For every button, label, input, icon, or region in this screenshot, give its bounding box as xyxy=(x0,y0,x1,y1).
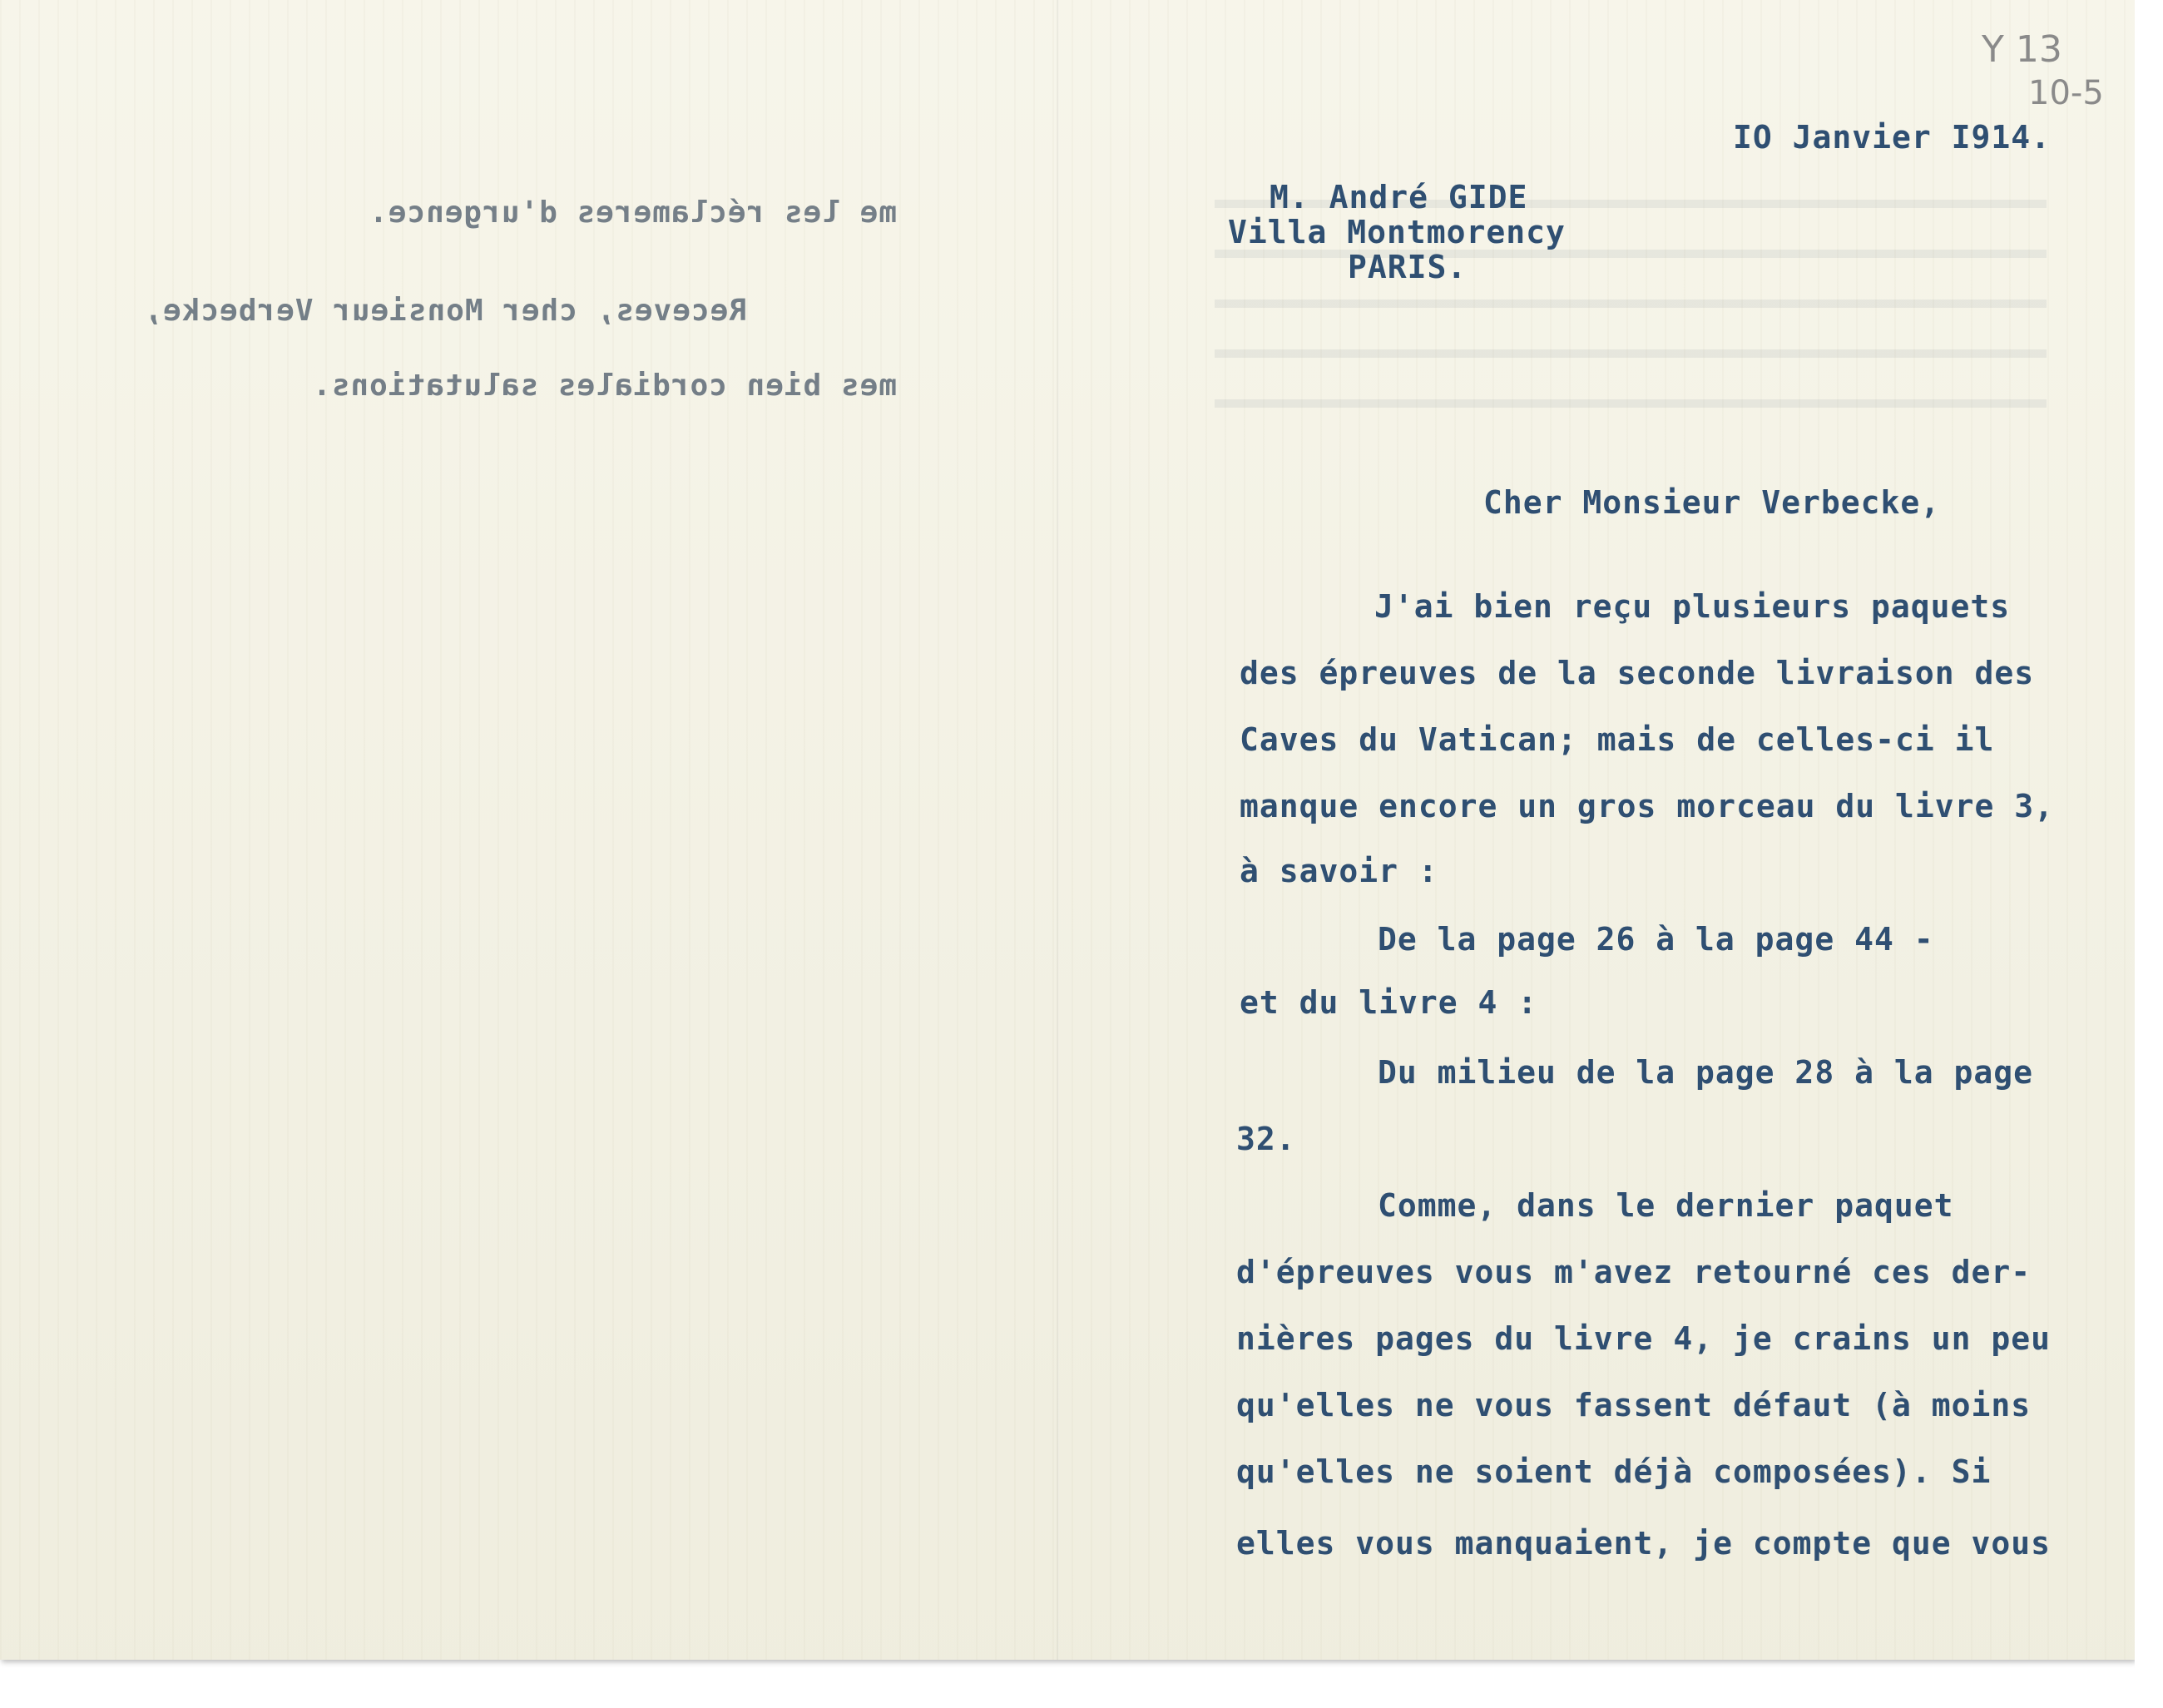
pencil-note-top: Y 13 xyxy=(1982,28,2062,71)
body-line: à savoir : xyxy=(1240,853,1438,889)
page-fold xyxy=(1057,0,1059,1660)
mirrored-line-1: me les réclameres d'urgence. xyxy=(369,196,897,230)
recipient-line-3: PARIS. xyxy=(1348,249,1468,285)
body-line: des épreuves de la seconde livraison des xyxy=(1240,655,2035,691)
body-line: 32. xyxy=(1236,1121,1296,1157)
body-line: manque encore un gros morceau du livre 3, xyxy=(1240,788,2054,824)
body-line: Caves du Vatican; mais de celles-ci il xyxy=(1240,721,1995,758)
letter-date: IO Janvier I914. xyxy=(1733,119,2052,156)
body-line: De la page 26 à la page 44 - xyxy=(1378,921,1934,958)
body-line: J'ai bien reçu plusieurs paquets xyxy=(1374,588,2011,625)
body-line: d'épreuves vous m'avez retourné ces der- xyxy=(1236,1254,2032,1290)
recipient-line-2: Villa Montmorency xyxy=(1228,214,1566,250)
body-line: nières pages du livre 4, je crains un peu xyxy=(1236,1320,2051,1357)
background-margin xyxy=(2135,0,2163,1708)
body-line: et du livre 4 : xyxy=(1240,984,1538,1021)
recipient-line-1: M. André GIDE xyxy=(1270,179,1528,215)
mirrored-line-2: Receves, cher Monsieur Verbecke, xyxy=(143,294,747,328)
pencil-note-side: 10-5 xyxy=(2028,74,2104,112)
salutation: Cher Monsieur Verbecke, xyxy=(1483,484,1941,521)
body-line: Comme, dans le dernier paquet xyxy=(1378,1187,1954,1224)
body-line: Du milieu de la page 28 à la page xyxy=(1378,1054,2033,1091)
body-line: qu'elles ne soient déjà composées). Si xyxy=(1236,1453,1992,1490)
mirrored-line-3: mes bien cordiales salutations. xyxy=(312,369,897,403)
body-line: qu'elles ne vous fassent défaut (à moins xyxy=(1236,1387,2032,1423)
body-line: elles vous manquaient, je compte que vous xyxy=(1236,1525,2051,1562)
